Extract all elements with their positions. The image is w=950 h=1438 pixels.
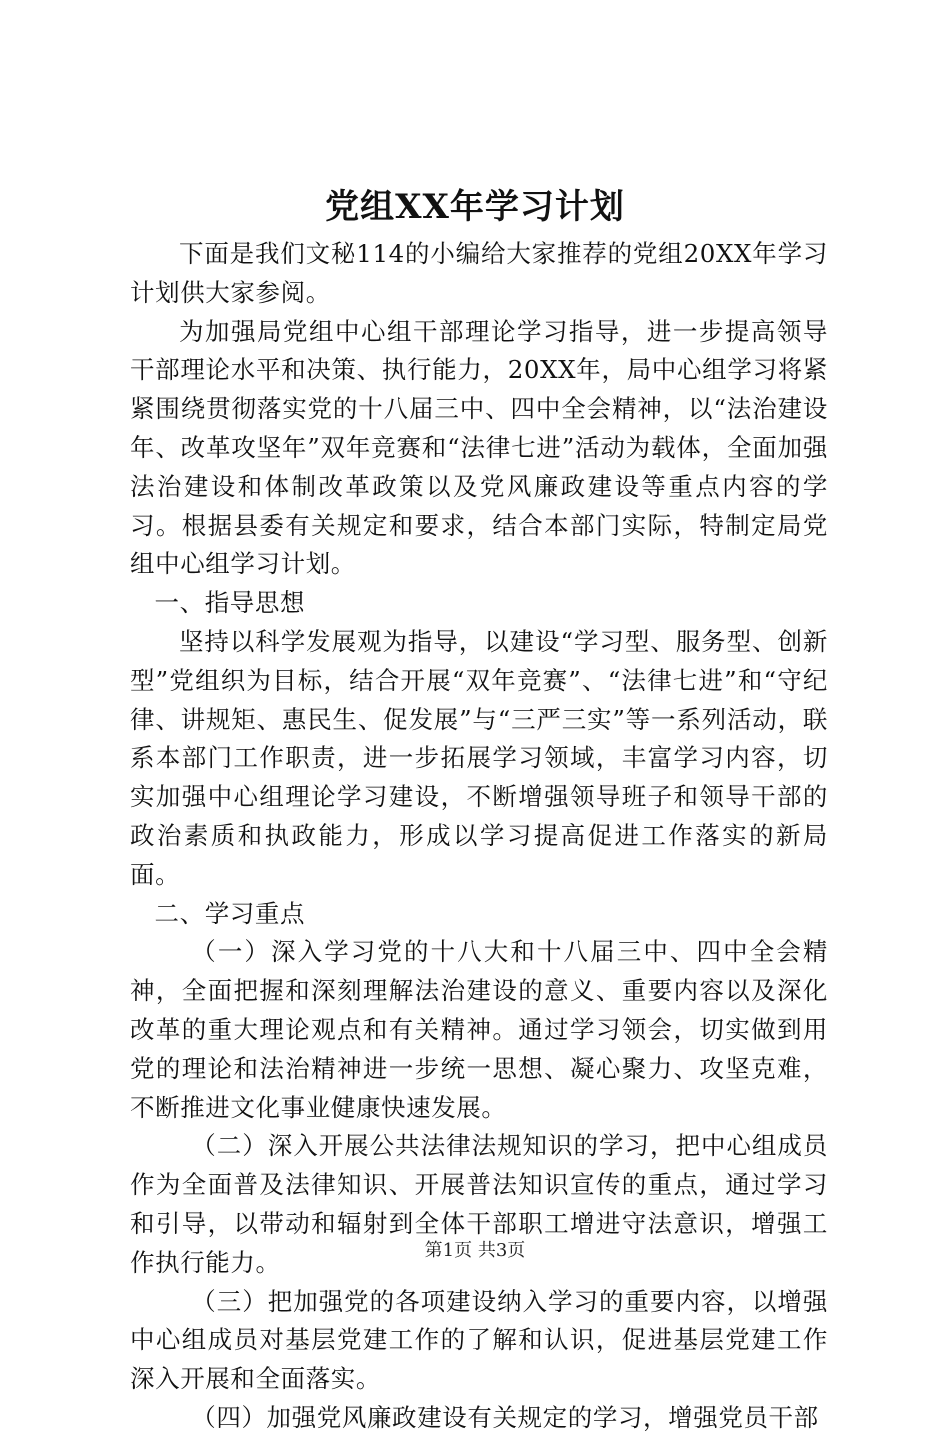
study-focus-item-4: （四）加强党风廉政建设有关规定的学习，增强党员干部	[191, 1402, 819, 1432]
section-heading-guiding-thought: 一、指导思想	[154, 588, 306, 618]
guiding-thought-paragraph: 坚持以科学发展观为指导，以建设“学习型、服务型、创新型”党组织为目标，结合开展“双年竞赛”、“法律七进”和“守纪律、讲规矩、惠民生、促发展”与“三严三实”等一系列活动，联系本部门工作职责，进一步拓展学习领域，丰富学习内容，切实加强中心组理论学习建设，不断增强领导班子和领导干部的政治素质和执政能力，形成以学习提高促进工作落实的新局面。	[130, 626, 828, 889]
study-focus-item-2: （二）深入开展公共法律法规知识的学习，把中心组成员作为全面普及法律知识、开展普法知识宣传的重点，通过学习和引导，以带动和辐射到全体干部职工增进守法意识，增强工作执行能力。	[130, 1131, 828, 1277]
document-title: 党组XX年学习计划	[325, 187, 625, 227]
page-number-footer: 第1页 共3页	[424, 1240, 526, 1261]
study-focus-item-1: （一）深入学习党的十八大和十八届三中、四中全会精神，全面把握和深刻理解法治建设的意义、重要内容以及深化改革的重大理论观点和有关精神。通过学习领会，切实做到用党的理论和法治精神进一步统一思想、凝心聚力、攻坚克难，不断推进文化事业健康快速发展。	[130, 937, 828, 1122]
purpose-paragraph: 为加强局党组中心组干部理论学习指导，进一步提高领导干部理论水平和决策、执行能力，20XX年，局中心组学习将紧紧围绕贯彻落实党的十八届三中、四中全会精神，以“法治建设年、改革攻坚年”双年竞赛和“法律七进”活动为载体，全面加强法治建设和体制改革政策以及党风廉政建设等重点内容的学习。根据县委有关规定和要求，结合本部门实际，特制定局党组中心组学习计划。	[130, 316, 828, 579]
intro-paragraph: 下面是我们文秘114的小编给大家推荐的党组20XX年学习计划供大家参阅。	[130, 239, 828, 307]
study-focus-item-3: （三）把加强党的各项建设纳入学习的重要内容，以增强中心组成员对基层党建工作的了解和认识，促进基层党建工作深入开展和全面落实。	[130, 1286, 828, 1394]
section-heading-study-focus: 二、学习重点	[154, 898, 306, 928]
